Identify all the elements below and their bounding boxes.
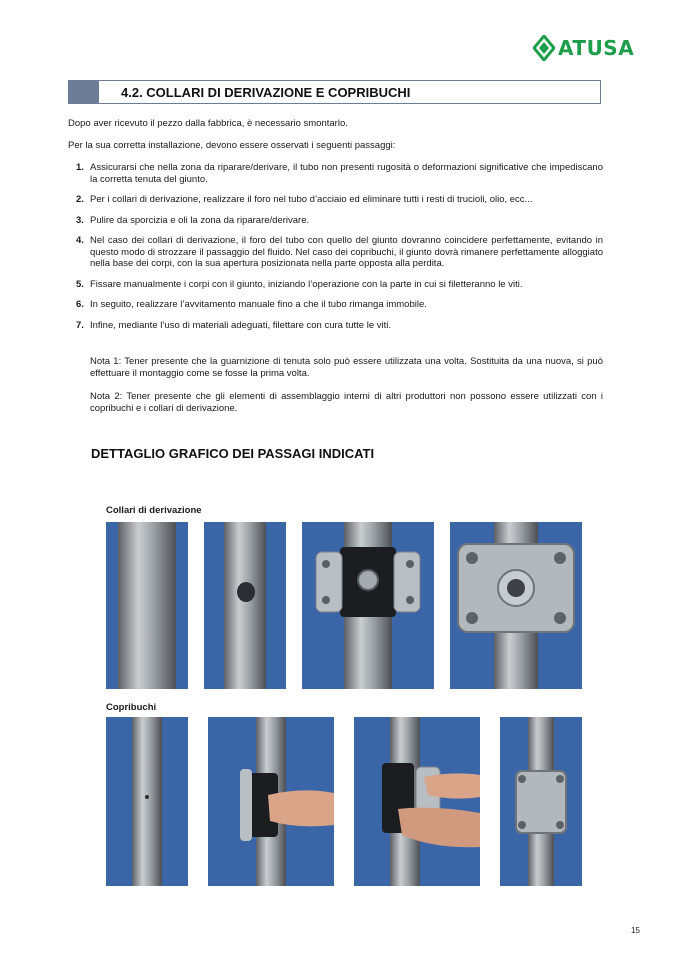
step-number: 3. — [76, 214, 84, 226]
step-item — [76, 194, 603, 206]
intro-paragraph-1: Dopo aver ricevuto il pezzo dalla fabbrica, è necessario smontarlo. — [68, 118, 348, 129]
photo-copribuchi-mounted — [500, 717, 582, 886]
atusa-logo — [533, 33, 634, 63]
page-number: 15 — [631, 926, 640, 935]
step-number: 6. — [76, 299, 84, 310]
step-text: Pulire da sporcizia e oli la zona da riparare/derivare. — [90, 214, 310, 226]
intro-paragraph-2: Per la sua corretta installazione, devono essere osservati i seguenti passaggi: — [68, 140, 396, 151]
step-number: 7. — [76, 319, 84, 331]
note-2: Nota 2: Tener presente che gli elementi di assemblaggio interni di altri produttori non possono essere utilizzati con i copribuchi e i collari di derivazione. — [90, 391, 603, 414]
detail-heading: DETTAGLIO GRAFICO DEI PASSAGI INDICATI — [91, 446, 375, 461]
step-item — [76, 162, 603, 185]
step-text: Fissare manualmente i corpi con il giunto, iniziando l’operazione con la parte in cui si filetteranno le viti. — [90, 278, 523, 290]
group-label-copribuchi: Copribuchi — [106, 702, 157, 713]
section-header-bar — [69, 81, 99, 103]
step-text: Per i collari di derivazione, realizzare il foro nel tubo d’acciaio ed eliminare tutti i resti di trucioli, olio, ecc... — [90, 194, 533, 205]
note-1: Nota 1: Tener presente che la guarnizione di tenuta solo può essere utilizzata una volta. Sostituita da una nuova, si può effettuare il montaggio come se fosse la prima volta. — [90, 356, 603, 379]
step-number: 5. — [76, 278, 84, 290]
photo-copribuchi-assembling — [354, 717, 480, 886]
photo-collari-mounted — [450, 522, 582, 689]
group-label-collari: Collari di derivazione — [106, 505, 202, 516]
step-text: In seguito, realizzare l’avvitamento manuale fino a che il tubo rimanga immobile. — [90, 299, 427, 310]
step-text: Infine, mediante l’uso di materiali adeguati, filettare con cura tutte le viti. — [90, 319, 391, 331]
step-number: 4. — [76, 235, 84, 246]
step-item — [76, 215, 603, 227]
step-text: Nel caso dei collari di derivazione, il foro del tubo con quello del giunto dovranno coincidere perfettamente, evitando in questo modo di strozzare il passaggio del fluido. Nel caso dei copribuchi, il giunto dovrà rimanere perfettamente alloggiato nella base dei corpi, con la sua apertura posizionata nella parte opposta alla perdita. — [90, 235, 603, 269]
steps-list — [76, 162, 603, 340]
section-title: 4.2. COLLARI DI DERIVAZIONE E COPRIBUCHI — [121, 84, 411, 100]
photo-copribuchi-pipe-with-hole — [106, 717, 188, 886]
photo-collari-half-mounted — [302, 522, 434, 689]
step-item — [76, 235, 603, 270]
step-number: 1. — [76, 162, 84, 173]
photo-copribuchi-positioning — [208, 717, 334, 886]
photo-collari-bare-pipe — [106, 522, 188, 689]
step-item — [76, 320, 603, 332]
photo-collari-drilled-pipe — [204, 522, 286, 689]
step-item — [76, 299, 603, 311]
step-item — [76, 279, 603, 291]
atusa-logo-text: ATUSA — [558, 36, 635, 60]
step-number: 2. — [76, 194, 84, 205]
section-header — [68, 80, 601, 104]
atusa-logo-mark-icon — [533, 35, 555, 61]
step-text: Assicurarsi che nella zona da riparare/derivare, il tubo non presenti rugosità o deformazioni significative che impediscano la corretta tenuta del giunto. — [90, 162, 603, 185]
